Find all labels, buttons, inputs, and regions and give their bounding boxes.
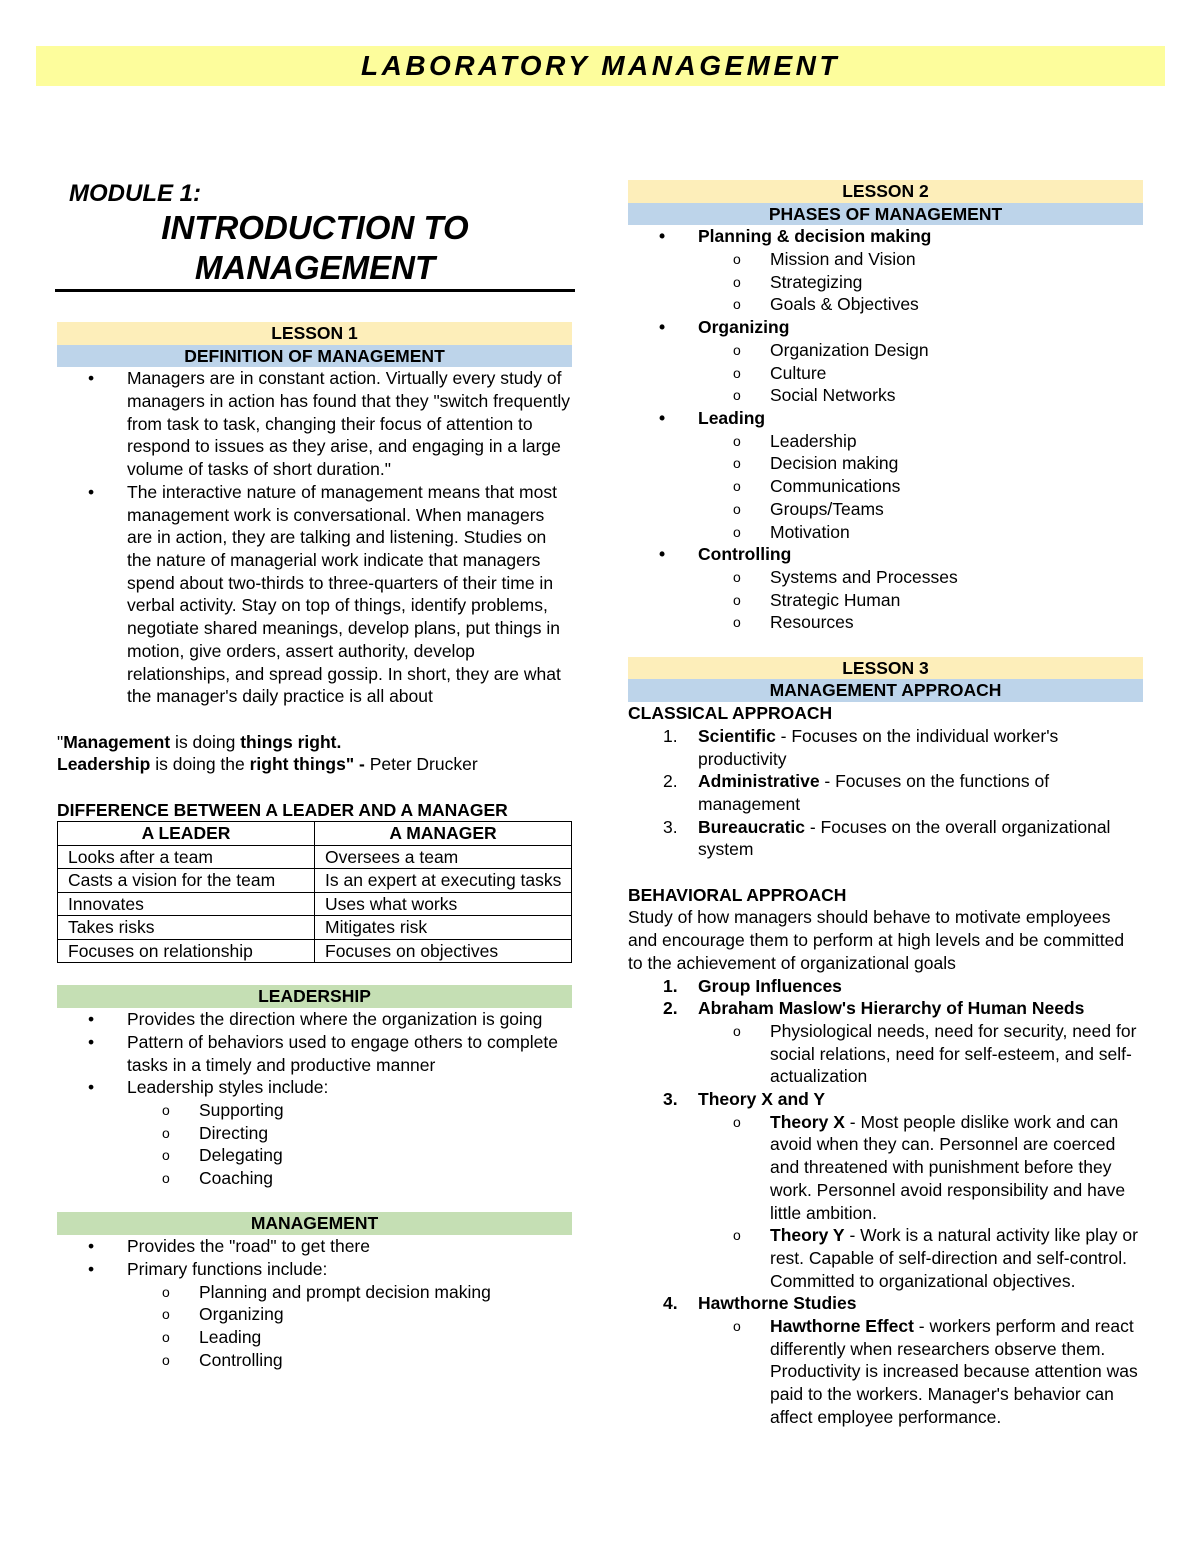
quote-text: is doing [170, 731, 241, 752]
list-item: o Controlling [57, 1349, 572, 1372]
leadership-header: LEADERSHIP [57, 985, 572, 1008]
classical-list [628, 725, 1143, 861]
table-header: A MANAGER [315, 822, 572, 846]
classical-heading: CLASSICAL APPROACH [628, 703, 833, 724]
item-term: Theory X [770, 1111, 845, 1132]
quote-word: right things" - [249, 754, 370, 775]
drucker-quote [57, 731, 572, 776]
list-item: o Communications [628, 475, 1143, 498]
list-item: o Social Networks [628, 384, 1143, 407]
quote-author: Peter Drucker [369, 754, 478, 775]
phase-planning: • Planning & decision making [628, 225, 1143, 248]
table-row [58, 869, 572, 893]
item-number: 1. [663, 725, 678, 746]
list-item: • Provides the direction where the organization is going [57, 1008, 572, 1031]
item-desc: - Work is a natural activity like play or rest. Capable of self-direction and self-control. Committed to organizational objectives. [770, 1225, 1138, 1291]
list-item: o Systems and Processes [628, 566, 1143, 589]
list-item [698, 1315, 1143, 1429]
list-item: o Strategic Human [628, 589, 1143, 612]
lesson1-label: LESSON 1 [57, 322, 572, 345]
table-row [58, 892, 572, 916]
leader-manager-table [57, 821, 572, 963]
list-item: o Organizing [57, 1303, 572, 1326]
table-cell: Looks after a team [58, 845, 315, 869]
list-item: o Mission and Vision [628, 248, 1143, 271]
quote-text: is doing the [150, 754, 250, 775]
sub-list [698, 1315, 1143, 1429]
item-number: 2. [663, 998, 678, 1019]
item-number: 3. [663, 1089, 678, 1110]
item-term: Group Influences [698, 975, 842, 996]
list-item: o Delegating [57, 1144, 572, 1167]
phase-organizing-items [628, 339, 1143, 407]
item-term: Scientific [698, 725, 776, 746]
list-item: o Decision making [628, 452, 1143, 475]
item-number: 2. [663, 771, 678, 792]
management-header: MANAGEMENT [57, 1212, 572, 1235]
table-cell: Is an expert at executing tasks [315, 869, 572, 893]
list-item: • Pattern of behaviors used to engage others to complete tasks in a timely and productive manner [57, 1031, 572, 1076]
list-item: o Directing [57, 1122, 572, 1145]
item-desc: - Focuses on the functions of management [698, 771, 1050, 814]
list-item: • Provides the "road" to get there [57, 1235, 572, 1258]
phases-list [628, 225, 1143, 248]
list-item: o Leadership [628, 430, 1143, 453]
document-title: LABORATORY MANAGEMENT [361, 50, 840, 81]
list-item: • Managers are in constant action. Virtually every study of managers in action has found that they "switch frequently from task to task, changing their focus of attention to respond to issues as they arise, and engaging in a large volume of tasks of short duration." [57, 367, 572, 481]
sub-list [698, 1111, 1143, 1293]
table-cell: Focuses on relationship [58, 939, 315, 963]
list-item [628, 816, 1143, 861]
item-term: Theory X and Y [698, 1089, 826, 1110]
list-item: o Motivation [628, 521, 1143, 544]
module-label: MODULE 1: [69, 180, 201, 207]
list-item [628, 1088, 1143, 1292]
quote-word-management: Management [63, 731, 171, 752]
list-item: o Culture [628, 362, 1143, 385]
list-item: o Planning and prompt decision making [57, 1281, 572, 1304]
table-cell: Focuses on objectives [315, 939, 572, 963]
list-item [628, 975, 1143, 998]
list-item [628, 997, 1143, 1088]
leadership-bullets [57, 1008, 572, 1099]
item-number: 3. [663, 816, 678, 837]
list-item [628, 770, 1143, 815]
item-term: Hawthorne Effect [770, 1316, 914, 1337]
list-item: o Goals & Objectives [628, 293, 1143, 316]
phases-list [628, 543, 1143, 566]
module-title: INTRODUCTION TO MANAGEMENT [55, 208, 575, 292]
list-item [698, 1224, 1143, 1292]
table-row [58, 916, 572, 940]
table-header-row [58, 822, 572, 846]
list-item [698, 1111, 1143, 1225]
phase-organizing: • Organizing [628, 316, 1143, 339]
list-item: o Strategizing [628, 271, 1143, 294]
phase-controlling: • Controlling [628, 543, 1143, 566]
phases-list [628, 407, 1143, 430]
behavioral-list [628, 975, 1143, 1429]
table-cell: Oversees a team [315, 845, 572, 869]
item-desc: - Focuses on the individual worker's productivity [698, 725, 1059, 769]
list-item: o Coaching [57, 1167, 572, 1190]
phase-planning-items [628, 248, 1143, 316]
table-cell: Takes risks [58, 916, 315, 940]
management-bullets [57, 1235, 572, 1280]
lesson2-label: LESSON 2 [628, 180, 1143, 203]
item-number: 4. [663, 1293, 678, 1314]
item-number: 1. [663, 975, 678, 996]
quote-word-leadership: Leadership [57, 754, 151, 775]
quote-word: things right. [240, 731, 342, 752]
lesson3-label: LESSON 3 [628, 657, 1143, 680]
item-term: Bureaucratic [698, 816, 805, 837]
document-title-banner [36, 46, 1165, 86]
phase-controlling-items [628, 566, 1143, 634]
table-cell: Uses what works [315, 892, 572, 916]
phases-list [628, 316, 1143, 339]
left-column [57, 180, 572, 1371]
table-cell: Mitigates risk [315, 916, 572, 940]
item-desc: - Most people dislike work and can avoid when they can. Personnel are coerced and threatened with punishment before they work. Personnel avoid responsibility and have little ambition. [770, 1111, 1126, 1223]
lesson1-bullets [57, 367, 572, 708]
item-desc: - workers perform and react differently when researchers observe them. Productivity is increased because attention was paid to the workers. Manager's behavior can affect employee performance. [770, 1316, 1138, 1427]
list-item: • The interactive nature of management means that most management work is conversational. When managers are in action, they are talking and listening. Studies on the nature of managerial work indicate that managers spend about two-thirds to three-quarters of their time in verbal activity. Stay on top of things, identify problems, negotiate shared meanings, develop plans, put things in motion, give orders, assert authority, develop relationships, and spread gossip. In short, they are what the manager's daily practice is all about [57, 481, 572, 708]
right-column [628, 180, 1143, 1429]
list-item: o Organization Design [628, 339, 1143, 362]
list-item [628, 1292, 1143, 1428]
quote-open: " [57, 731, 64, 752]
item-term: Administrative [698, 771, 820, 792]
table-cell: Casts a vision for the team [58, 869, 315, 893]
item-term: Hawthorne Studies [698, 1293, 857, 1314]
list-item: o Supporting [57, 1099, 572, 1122]
list-item [628, 725, 1143, 770]
difference-title: DIFFERENCE BETWEEN A LEADER AND A MANAGER [57, 799, 508, 820]
lesson2-title: PHASES OF MANAGEMENT [628, 203, 1143, 226]
table-header: A LEADER [58, 822, 315, 846]
lesson3-title: MANAGEMENT APPROACH [628, 679, 1143, 702]
list-item: o Groups/Teams [628, 498, 1143, 521]
list-item: o Leading [57, 1326, 572, 1349]
list-item: • Primary functions include: [57, 1258, 572, 1281]
behavioral-intro: Study of how managers should behave to motivate employees and encourage them to perform at high levels and be committed to the achievement of organizational goals [628, 907, 1125, 973]
list-item: o Resources [628, 611, 1143, 634]
item-term: Abraham Maslow's Hierarchy of Human Needs [698, 998, 1085, 1019]
table-row [58, 939, 572, 963]
management-functions [57, 1281, 572, 1372]
phase-leading-items [628, 430, 1143, 544]
phase-leading: • Leading [628, 407, 1143, 430]
list-item: • Leadership styles include: [57, 1076, 572, 1099]
sub-list [698, 1020, 1143, 1088]
lesson1-title: DEFINITION OF MANAGEMENT [57, 345, 572, 368]
table-row [58, 845, 572, 869]
table-cell: Innovates [58, 892, 315, 916]
item-term: Theory Y [770, 1225, 845, 1246]
list-item: o Physiological needs, need for security, need for social relations, need for self-esteem, and self-actualization [698, 1020, 1143, 1088]
item-desc: - Focuses on the overall organizational system [698, 816, 1111, 860]
leadership-styles [57, 1099, 572, 1190]
behavioral-heading: BEHAVIORAL APPROACH [628, 884, 847, 905]
